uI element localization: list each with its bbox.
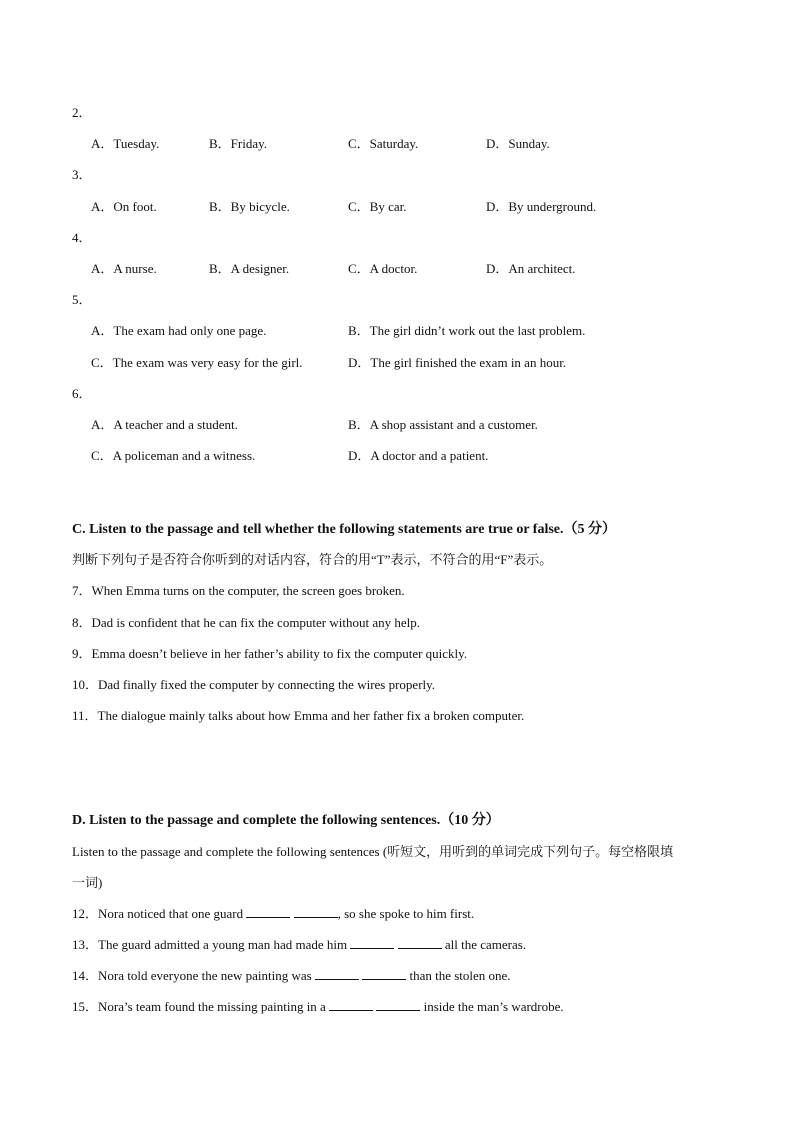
statement-item: 10．Dad finally fixed the computer by connecting the wires properly.: [72, 677, 436, 692]
section-c-heading: [72, 518, 616, 538]
option-b: B．A designer.: [209, 261, 290, 276]
section-c-score: （5 分）: [563, 522, 617, 537]
section-d-instruction-cont: 一词): [72, 875, 103, 890]
option-b: B．A shop assistant and a customer.: [348, 417, 538, 432]
option-c: C．Saturday.: [348, 136, 419, 151]
statement-item: 9．Emma doesn’t believe in her father’s ability to fix the computer quickly.: [72, 646, 468, 661]
option-c: C．The exam was very easy for the girl.: [91, 355, 303, 370]
option-b: B．Friday.: [209, 136, 268, 151]
option-d: D．A doctor and a patient.: [348, 448, 489, 463]
section-d-score: （10 分）: [440, 813, 500, 828]
answer-blank[interactable]: [329, 998, 373, 1011]
sentence-start: 15．Nora’s team found the missing painting in a: [72, 999, 330, 1014]
answer-blank[interactable]: [246, 905, 290, 918]
answer-blank[interactable]: [362, 967, 406, 980]
sentence-start: 14．Nora told everyone the new painting was: [72, 968, 315, 983]
question-number: 2．: [72, 105, 92, 120]
sentence-start: 13．The guard admitted a young man had made him: [72, 937, 351, 952]
option-d: D．Sunday.: [486, 136, 550, 151]
option-d: D．The girl finished the exam in an hour.: [348, 355, 567, 370]
sentence-end: all the cameras.: [441, 937, 527, 952]
option-d: D．By underground.: [486, 199, 597, 214]
option-b: B．By bicycle.: [209, 199, 290, 214]
question-number: 4．: [72, 230, 92, 245]
option-c: C．A doctor.: [348, 261, 418, 276]
sentence-end: , so she spoke to him first.: [337, 906, 475, 921]
question-number: 6．: [72, 386, 92, 401]
option-a: A．A nurse.: [91, 261, 157, 276]
fill-sentence: [72, 934, 526, 953]
answer-blank[interactable]: [294, 905, 338, 918]
fill-sentence: [72, 965, 511, 984]
option-a: A．The exam had only one page.: [91, 323, 267, 338]
answer-blank[interactable]: [350, 936, 394, 949]
option-a: A．Tuesday.: [91, 136, 160, 151]
fill-sentence: [72, 903, 474, 922]
section-c-instruction: 判断下列句子是否符合你听到的对话内容，符合的用“T”表示，不符合的用“F”表示。: [72, 552, 553, 567]
option-c: C．By car.: [348, 199, 407, 214]
section-d-instruction: Listen to the passage and complete the following sentences (听短文，用听到的单词完成下列句子。每空格限填: [72, 844, 674, 859]
sentence-end: inside the man’s wardrobe.: [420, 999, 564, 1014]
section-d-title: D. Listen to the passage and complete the following sentences.: [72, 813, 441, 828]
option-b: B．The girl didn’t work out the last problem.: [348, 323, 586, 338]
question-number: 3．: [72, 167, 92, 182]
answer-blank[interactable]: [315, 967, 359, 980]
statement-item: 11．The dialogue mainly talks about how Emma and her father fix a broken computer.: [72, 708, 525, 723]
sentence-start: 12．Nora noticed that one guard: [72, 906, 247, 921]
answer-blank[interactable]: [398, 936, 442, 949]
question-number: 5．: [72, 292, 92, 307]
section-c-title: C. Listen to the passage and tell whether the following statements are true or false.: [72, 522, 564, 537]
statement-item: 7．When Emma turns on the computer, the screen goes broken.: [72, 583, 405, 598]
fill-sentence: [72, 996, 564, 1015]
statement-item: 8．Dad is confident that he can fix the computer without any help.: [72, 615, 421, 630]
option-a: A．On foot.: [91, 199, 157, 214]
answer-blank[interactable]: [376, 998, 420, 1011]
option-c: C．A policeman and a witness.: [91, 448, 256, 463]
section-d-heading: [72, 809, 500, 829]
sentence-end: than the stolen one.: [406, 968, 511, 983]
option-a: A．A teacher and a student.: [91, 417, 238, 432]
option-d: D．An architect.: [486, 261, 576, 276]
